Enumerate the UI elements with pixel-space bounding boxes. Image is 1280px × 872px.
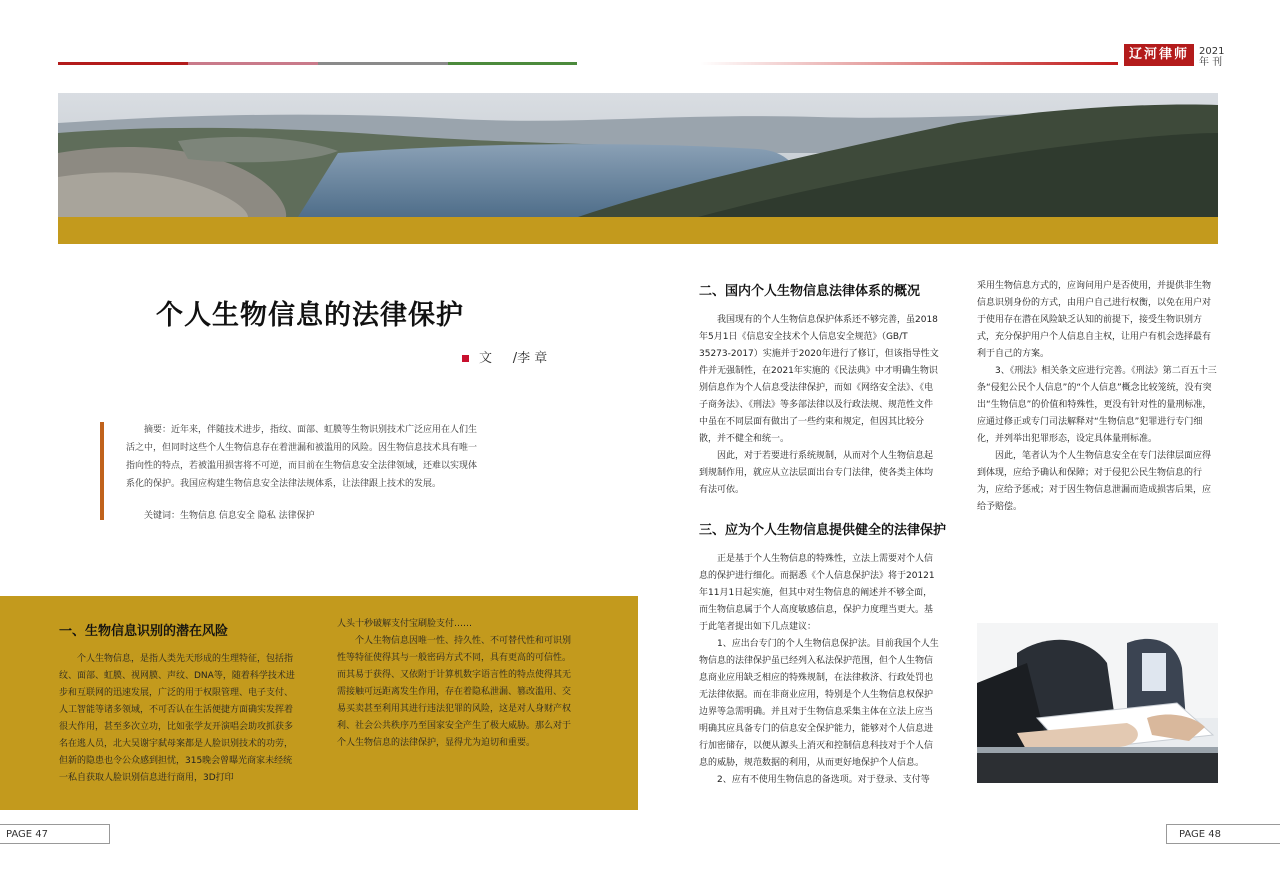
section2-p2: 因此，对于若要进行系统规制，从而对个人生物信息起到规制作用，就应从立法层面出台专门法律，使各类主体均有法可依。 xyxy=(699,451,934,495)
byline-prefix: 文 xyxy=(479,351,493,366)
section1-heading: 一、生物信息识别的潜在风险 xyxy=(59,624,229,639)
year-text: 2021 xyxy=(1199,46,1225,57)
abstract-accent-bar xyxy=(100,422,104,520)
section1-col2-text: 个人生物信息因唯一性、持久性、不可替代性和可识别性等特征使得其与一般密码方式不同，具有更高的可信性。而其易于获得、又依附于计算机数字语言性的特点使得其无需接触可远距离发生作用，存在着隐私泄漏、篡改滥用、交易买卖甚至利用其进行违法犯罪的风险，这是对人身财产权利、社会公共秩序乃至国家安全产生了极大威胁。那么对于个人生物信息的法律保护，显得尤为迫切和重要。 xyxy=(337,636,572,748)
section1-col1-text: 个人生物信息，是指人类先天形成的生理特征，包括指纹、面部、虹膜、视网膜、声纹、DNA等，随着科学技术进步和互联网的迅速发展，广泛的用于权限管理、电子支付、人工智能等诸多领域，不可否认在生活便捷方面确实发挥着很大作用，甚至多次立功，比如张学友开演唱会助攻抓获多名在逃人员，北大吴谢宇弑母案都是人脸识别技术的功劳，但新的隐患也令公众感到担忧，315晚会曾曝光商家未经统一私自获取人脸识别信息进行商用，3D打印 xyxy=(59,654,295,783)
top-rule-right xyxy=(700,62,1118,65)
article-title: 个人生物信息的法律保护 xyxy=(156,300,464,331)
section3-heading: 三、应为个人生物信息提供健全的法律保护 xyxy=(699,523,947,538)
section1-col2-continued: 人头十秒破解支付宝刷脸支付…… xyxy=(337,619,473,629)
top-rule-pink xyxy=(188,62,318,65)
section3-col3 xyxy=(977,278,1218,516)
masthead-year xyxy=(1199,46,1224,68)
byline-marker xyxy=(462,355,469,362)
top-rule-green xyxy=(448,62,577,65)
section3-p3: 2、应有不使用生物信息的备选项。对于登录、支付等 xyxy=(717,775,930,785)
page-number-left: PAGE 47 xyxy=(0,824,110,844)
masthead-logo: 辽河律师 xyxy=(1124,44,1194,66)
abstract xyxy=(126,421,482,493)
section2-body xyxy=(699,312,941,499)
byline-author: /李 章 xyxy=(512,351,548,366)
section3-body xyxy=(699,551,941,789)
section3-col3-p3: 因此，笔者认为个人生物信息安全在专门法律层面应得到体现，应给予确认和保障；对于侵犯公民生物信息的行为，应给予惩戒；对于因生物信息泄漏而造成损害后果，应给予赔偿。 xyxy=(977,451,1212,512)
top-rule-gray xyxy=(318,62,448,65)
section3-p2: 1、应出台专门的个人生物信息保护法。目前我国个人生物信息的法律保护虽已经列入私法保护范围，但个人生物信息商业应用缺乏相应的特殊规制，在法律救济、行政处罚也无法律依据。而在非商业应用，特别是个人生物信息权保护边界等急需明确。并且对于生物信息采集主体在立法上应当明确其应具备专门的信息安全保护能力，能够对个人信息进行加密储存，以便从源头上消灭和控制信息科技对于个人信息的威胁，规范数据的利用，从而更好地保护个人信息。 xyxy=(699,639,939,768)
meeting-illustration xyxy=(977,623,1218,783)
page-number-right: PAGE 48 xyxy=(1166,824,1280,844)
banner-gold-stripe xyxy=(58,217,1218,244)
section1-col1 xyxy=(59,651,299,787)
issue-label: 年 刊 xyxy=(1199,57,1223,68)
banner-landscape-image xyxy=(58,93,1218,217)
top-rule-red xyxy=(58,62,188,65)
byline xyxy=(462,347,547,366)
section3-p1: 正是基于个人生物信息的特殊性，立法上需要对个人信息的保护进行细化。而据悉《个人信息保护法》将于20121年11月1日起实施，但其中对生物信息的阐述并不够全面，而生物信息属于个人高度敏感信息，保护力度理当更大。基于此笔者提出如下几点建议： xyxy=(699,554,935,632)
landscape-illustration xyxy=(58,93,1218,217)
section3-col3-continued: 采用生物信息方式的，应询问用户是否使用，并提供非生物信息识别身份的方式，由用户自己进行权衡，以免在用户对于使用存在潜在风险缺乏认知的前提下，接受生物识别方式，充分保护用户个人信息自主权，让用户有机会选择最有利于自己的方案。 xyxy=(977,281,1212,359)
meeting-photo xyxy=(977,623,1218,783)
section1-col2 xyxy=(337,616,579,752)
section3-col3-p2: 3、《刑法》相关条文应进行完善。《刑法》第二百五十三条“侵犯公民个人信息”的“个人信息”概念比较笼统，没有突出“生物信息”的价值和特殊性，更没有针对性的量刑标准，应通过修正或专门司法解释对“生物信息”犯罪进行专门细化，并列举出犯罪形态，设定具体量刑标准。 xyxy=(977,366,1217,444)
keywords: 关键词：生物信息 信息安全 隐私 法律保护 xyxy=(144,511,315,521)
section2-p1: 我国现有的个人生物信息保护体系还不够完善，虽2018年5月1日《信息安全技术个人信息安全规范》（GB/T 35273-2017）实施并于2020年进行了修订，但该指导性文件并无强制性，在2021年实施的《民法典》中才明确生物识别信息作为个人信息受法律保护，而如《网络安全法》、《电子商务法》、《刑法》等多部法律以及行政法规、规范性文件中虽在不同层面有做出了一些约束和规定，但因其比较分散，并不健全和统一。 xyxy=(699,315,939,444)
abstract-text: 摘要：近年来，伴随技术进步，指纹、面部、虹膜等生物识别技术广泛应用在人们生活之中，但同时这些个人生物信息存在着泄漏和被滥用的风险。因生物信息技术具有唯一指向性的特点，若被滥用损害将不可逆，而目前在生物信息安全法律领域，还难以实现体系化的保护。我国应构建生物信息安全法律法规体系，让法律跟上技术的发展。 xyxy=(126,425,478,489)
section2-heading: 二、国内个人生物信息法律体系的概况 xyxy=(699,284,921,299)
